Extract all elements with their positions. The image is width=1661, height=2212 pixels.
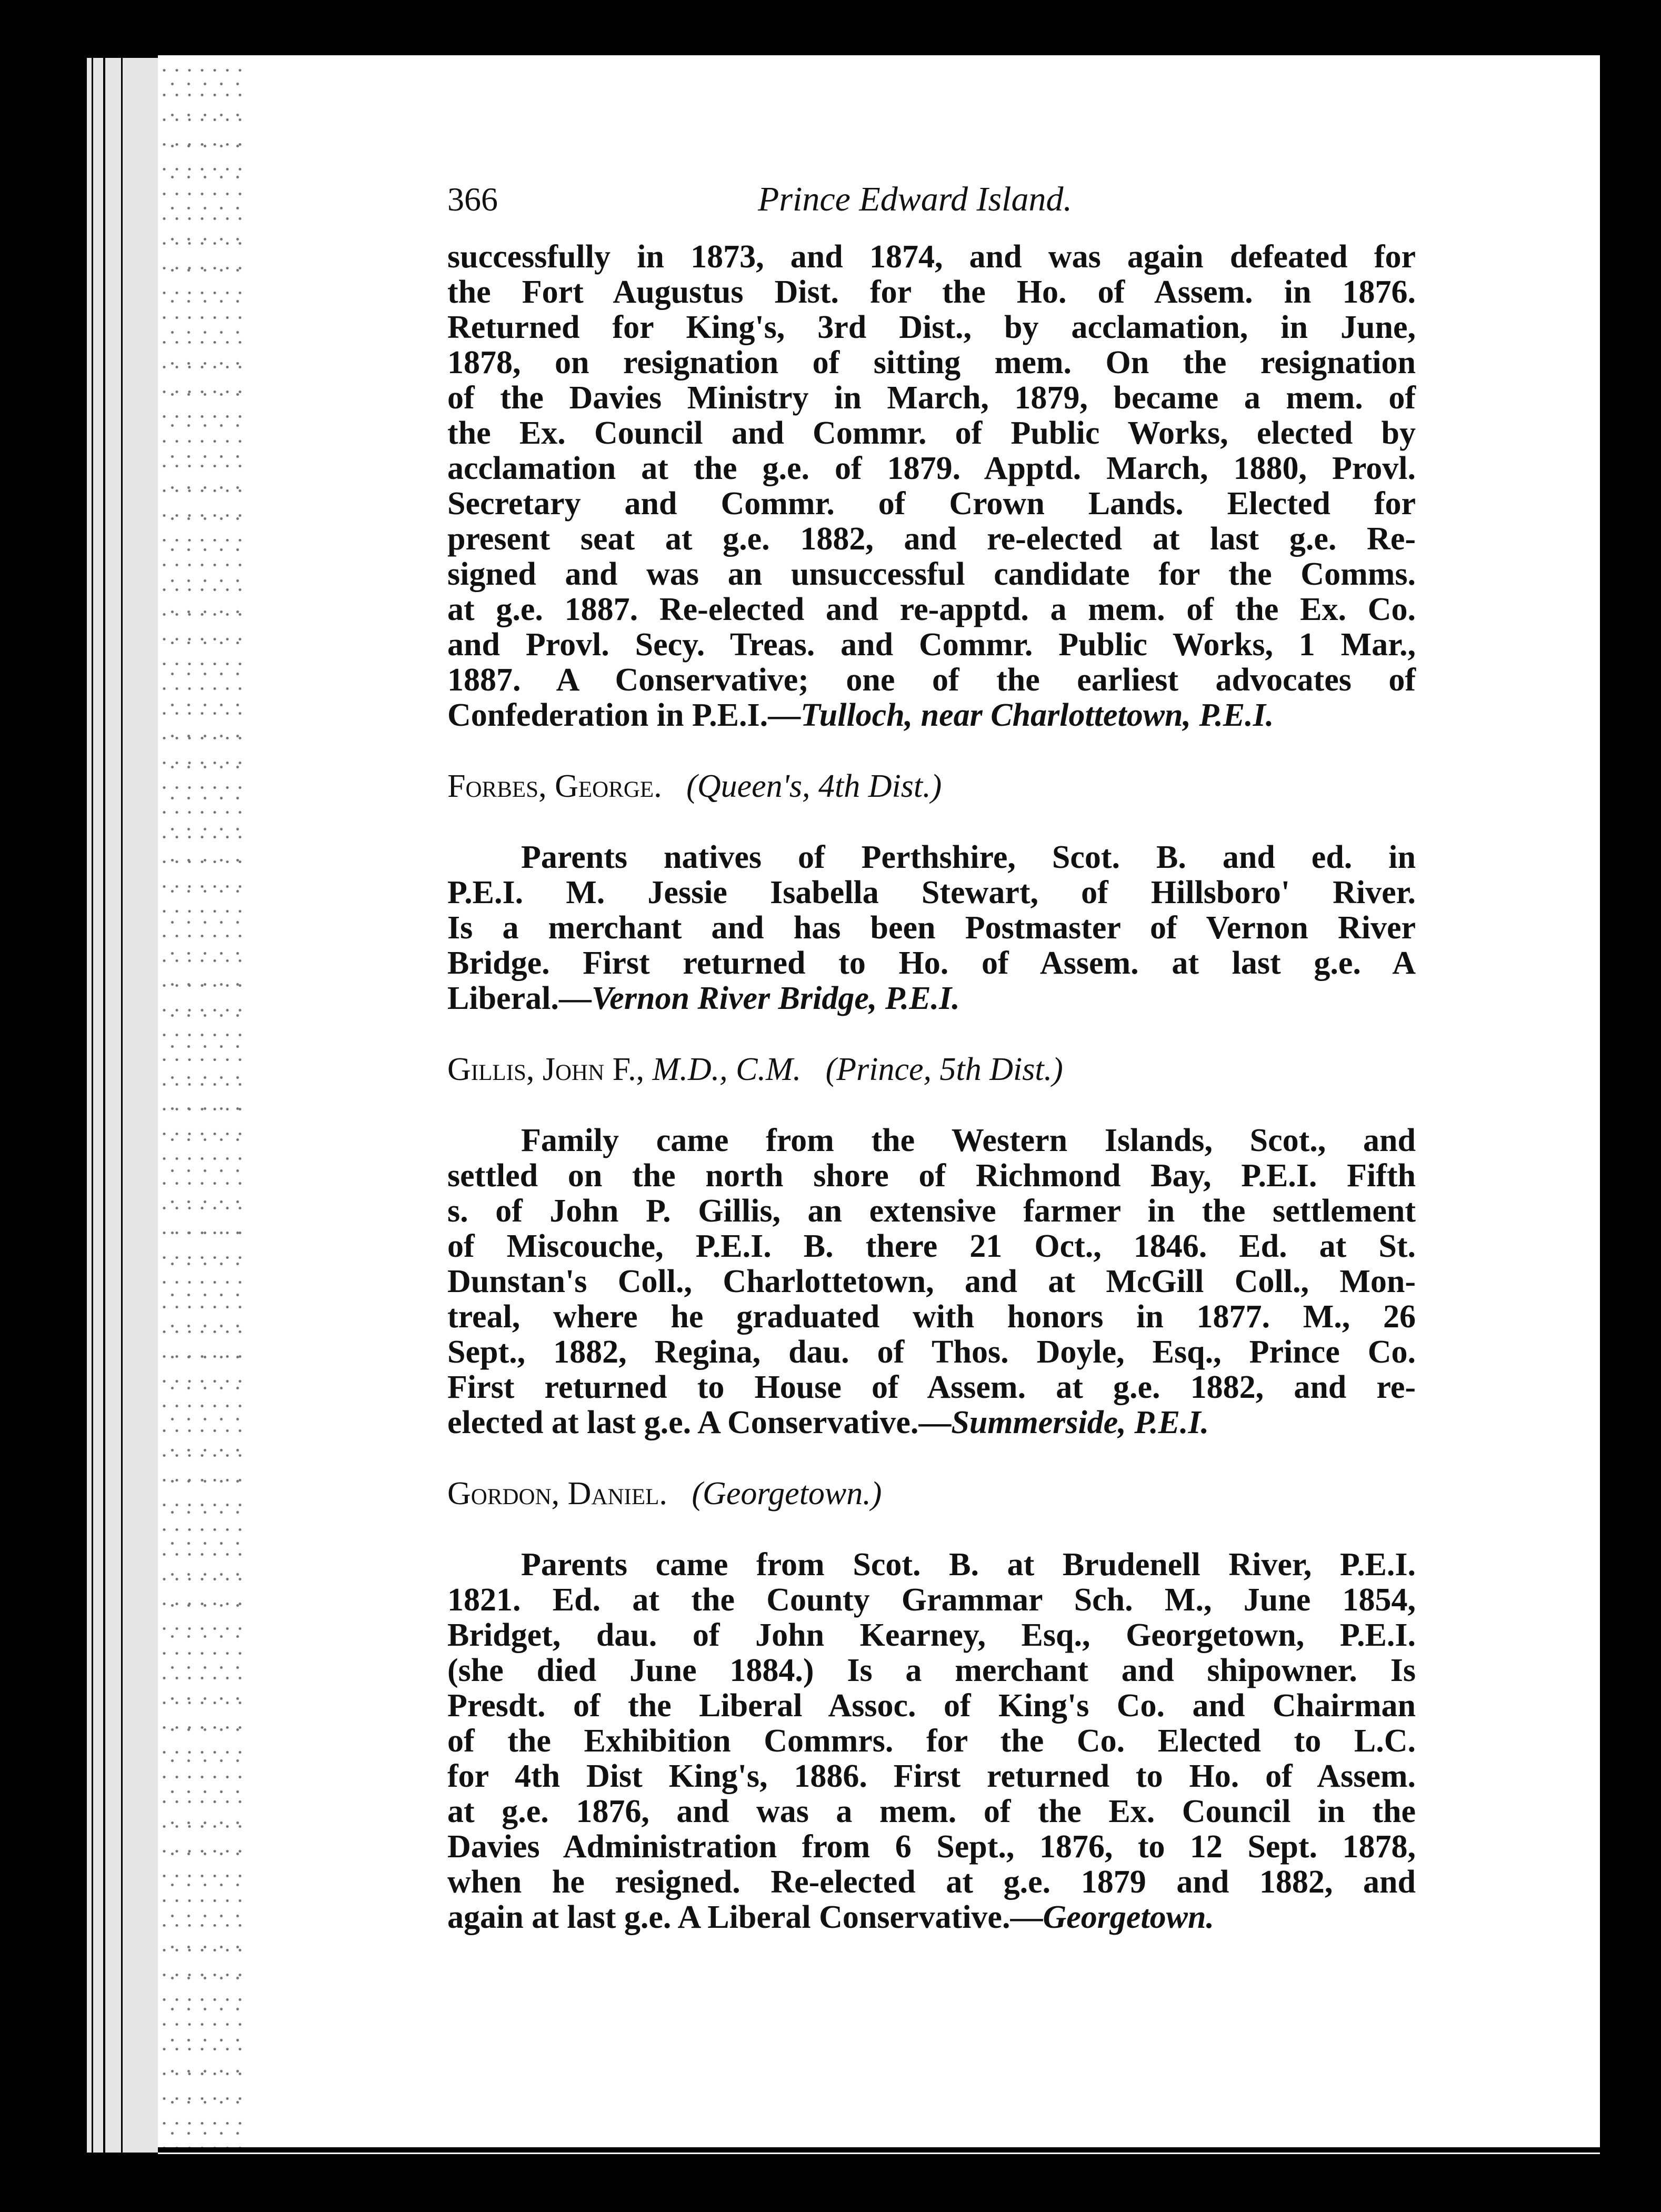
text-line: Parents came from Scot. B. at Brudenell River, P.E.I. (521, 1547, 1416, 1583)
page-text (447, 182, 1416, 1935)
page-right-edge (1600, 55, 1618, 2160)
text-line: First returned to House of Assem. at g.e. 1882, and re- (447, 1369, 1416, 1405)
residence: Georgetown. (1043, 1899, 1214, 1935)
text-line: at g.e. 1876, and was a mem. of the Ex. Council in the (447, 1794, 1416, 1829)
continuation-paragraph (447, 239, 1416, 733)
text-line: Liberal.—Vernon River Bridge, P.E.I. (447, 980, 960, 1016)
text-line: the Ex. Council and Commr. of Public Works, elected by (447, 415, 1416, 451)
text-line: Dunstan's Coll., Charlottetown, and at McGill Coll., Mon- (447, 1264, 1416, 1299)
entry-name: Forbes, George. (447, 768, 662, 804)
entry-degrees: M.D., C.M. (652, 1052, 802, 1087)
text-line: Confederation in P.E.I.—Tulloch, near Charlottetown, P.E.I. (447, 697, 1274, 733)
text-line: present seat at g.e. 1882, and re-elected at last g.e. Re- (447, 521, 1416, 557)
text-line: again at last g.e. A Liberal Conservative.—Georgetown. (447, 1899, 1214, 1935)
text-line: of the Exhibition Commrs. for the Co. Elected to L.C. (447, 1723, 1416, 1759)
entry-heading-gillis (447, 1052, 1416, 1087)
text-line: Presdt. of the Liberal Assoc. of King's Co. and Chairman (447, 1688, 1416, 1724)
text-line: Parents natives of Perthshire, Scot. B. and ed. in (521, 839, 1416, 875)
gutter-speckles (158, 58, 242, 2153)
entry-district: (Prince, 5th Dist.) (825, 1052, 1063, 1087)
text-line: P.E.I. M. Jessie Isabella Stewart, of Hillsboro' River. (447, 875, 1416, 910)
text-line: the Fort Augustus Dist. for the Ho. of Assem. in 1876. (447, 274, 1416, 310)
text-line: settled on the north shore of Richmond Bay, P.E.I. Fifth (447, 1158, 1416, 1194)
entry-paragraph-gordon (447, 1547, 1416, 1935)
text-line: successfully in 1873, and 1874, and was again defeated for (447, 239, 1416, 275)
text-line: acclamation at the g.e. of 1879. Apptd. March, 1880, Provl. (447, 451, 1416, 486)
residence: Summerside, P.E.I. (951, 1405, 1209, 1440)
page-number: 366 (447, 181, 498, 218)
text-line: (she died June 1884.) Is a merchant and shipowner. Is (447, 1653, 1416, 1688)
entry-heading-forbes (447, 769, 1416, 804)
entry-name: Gordon, Daniel. (447, 1476, 667, 1512)
running-title: Prince Edward Island. (758, 180, 1072, 218)
text-line: s. of John P. Gillis, an extensive farmer in the settlement (447, 1193, 1416, 1229)
text-line: signed and was an unsuccessful candidate for the Comms. (447, 556, 1416, 592)
text-line: of the Davies Ministry in March, 1879, became a mem. of (447, 380, 1416, 416)
text-line: Family came from the Western Islands, Scot., and (521, 1123, 1416, 1158)
text-line: Returned for King's, 3rd Dist., by acclamation, in June, (447, 309, 1416, 345)
entry-district: (Georgetown.) (692, 1476, 882, 1512)
page-bottom-edge (158, 2147, 1610, 2153)
entry-name: Gillis, John F., (447, 1052, 645, 1087)
text-line: Davies Administration from 6 Sept., 1876, to 12 Sept. 1878, (447, 1829, 1416, 1865)
text-line: elected at last g.e. A Conservative.—Summerside, P.E.I. (447, 1405, 1209, 1440)
text-line: Bridget, dau. of John Kearney, Esq., Georgetown, P.E.I. (447, 1617, 1416, 1653)
text-line: 1878, on resignation of sitting mem. On the resignation (447, 345, 1416, 381)
running-header (447, 182, 1416, 239)
text-line: when he resigned. Re-elected at g.e. 1879 and 1882, and (447, 1864, 1416, 1900)
entry-district: (Queen's, 4th Dist.) (686, 768, 942, 804)
text-line: at g.e. 1887. Re-elected and re-apptd. a mem. of the Ex. Co. (447, 592, 1416, 627)
entry-heading-gordon (447, 1476, 1416, 1512)
text-line: 1821. Ed. at the County Grammar Sch. M., June 1854, (447, 1582, 1416, 1618)
text-line: and Provl. Secy. Treas. and Commr. Public Works, 1 Mar., (447, 627, 1416, 663)
text-line: Secretary and Commr. of Crown Lands. Elected for (447, 486, 1416, 522)
entry-paragraph-forbes (447, 840, 1416, 1016)
text-line: treal, where he graduated with honors in 1877. M., 26 (447, 1299, 1416, 1335)
text-line: Sept., 1882, Regina, dau. of Thos. Doyle, Esq., Prince Co. (447, 1334, 1416, 1370)
entry-paragraph-gillis (447, 1123, 1416, 1440)
residence: Tulloch, near Charlottetown, P.E.I. (801, 697, 1274, 733)
text-line: for 4th Dist King's, 1886. First returned to Ho. of Assem. (447, 1758, 1416, 1794)
text-line: of Miscouche, P.E.I. B. there 21 Oct., 1846. Ed. at St. (447, 1228, 1416, 1264)
text-line: Bridge. First returned to Ho. of Assem. at last g.e. A (447, 945, 1416, 981)
text-line: 1887. A Conservative; one of the earliest advocates of (447, 662, 1416, 698)
text-line: Is a merchant and has been Postmaster of Vernon River (447, 910, 1416, 946)
residence: Vernon River Bridge, P.E.I. (591, 980, 960, 1016)
